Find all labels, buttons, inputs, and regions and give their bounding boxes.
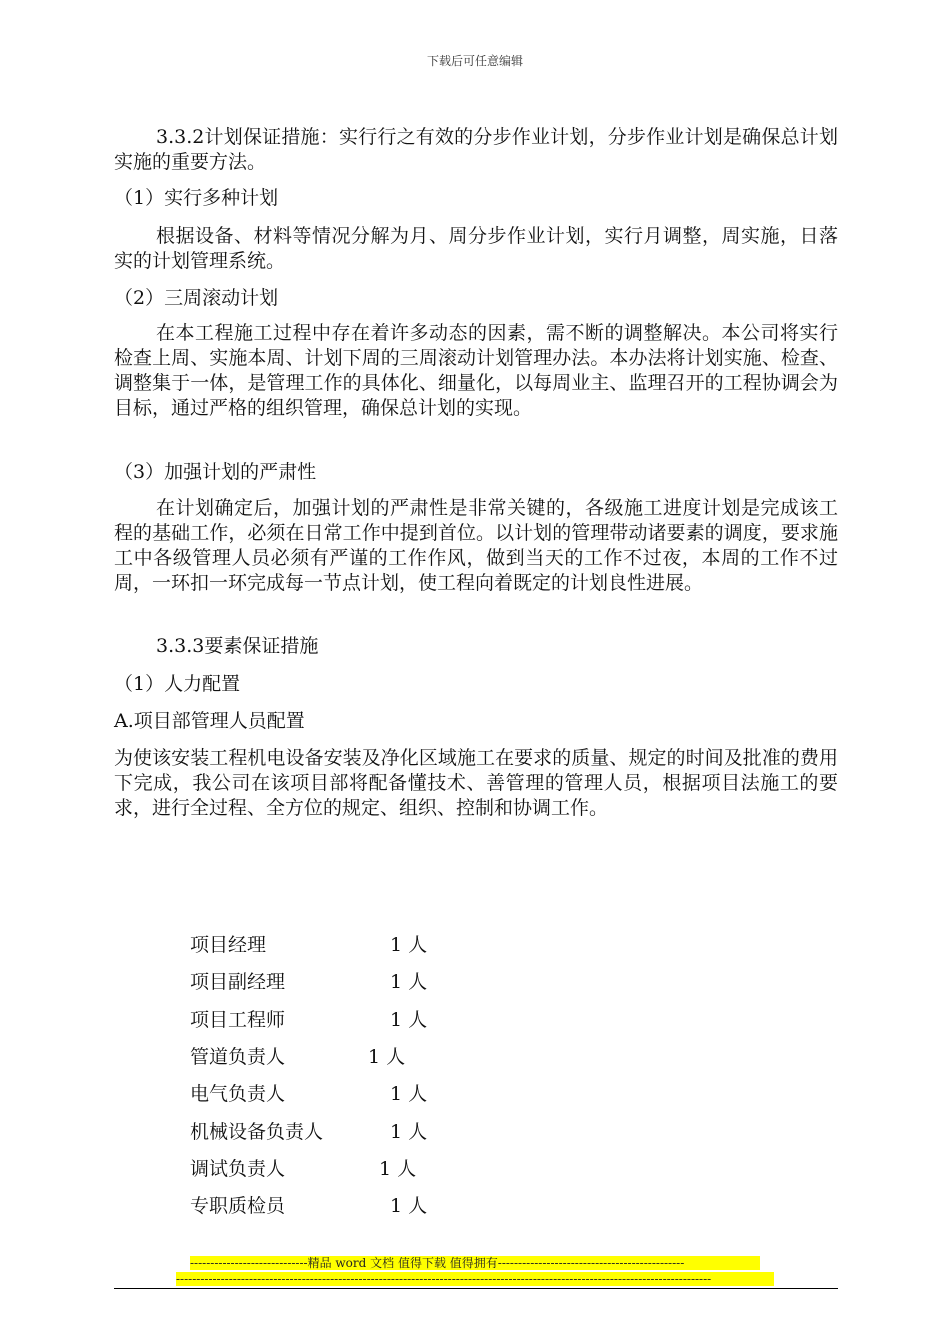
staff-count: 1 人 bbox=[379, 1158, 417, 1180]
staff-count: 1 人 bbox=[390, 1121, 428, 1143]
heading-multiple-plans: （1）实行多种计划 bbox=[114, 187, 279, 209]
staff-count: 1 人 bbox=[390, 1195, 428, 1217]
heading-plan-seriousness: （3）加强计划的严肃性 bbox=[114, 461, 317, 483]
paragraph-three-week-rolling-plan: 在本工程施工过程中存在着许多动态的因素，需不断的调整解决。本公司将实行检查上周、实施本周、计划下周的三周滚动计划管理办法。本办法将计划实施、检查、调整集于一体，是管理工作的具体化、细量化，以每周业主、监理召开的工程协调会为目标，通过严格的组织管理，确保总计划的实现。 bbox=[114, 322, 838, 419]
heading-project-management-staff: A.项目部管理人员配置 bbox=[114, 710, 305, 732]
staff-role: 机械设备负责人 bbox=[190, 1121, 324, 1143]
staff-role: 项目副经理 bbox=[190, 971, 286, 993]
heading-three-week-rolling-plan: （2）三周滚动计划 bbox=[114, 287, 279, 309]
paragraph-project-management-staff: 为使该安装工程机电设备安装及净化区域施工在要求的质量、规定的时间及批准的费用下完成，我公司在该项目部将配备懂技术、善管理的管理人员，根据项目法施工的要求，进行全过程、全方位的规定、组织、控制和协调工作。 bbox=[114, 747, 838, 819]
staff-count: 1 人 bbox=[390, 934, 428, 956]
staff-role: 电气负责人 bbox=[190, 1083, 286, 1105]
page-header: 下载后可任意编辑 bbox=[426, 54, 523, 68]
staff-count: 1 人 bbox=[390, 1083, 428, 1105]
paragraph-3-3-2: 3.3.2计划保证措施：实行行之有效的分步作业计划，分步作业计划是确保总计划实施的重要方法。 bbox=[114, 126, 838, 173]
staff-count: 1 人 bbox=[390, 971, 428, 993]
staff-role: 专职质检员 bbox=[190, 1195, 286, 1217]
paragraph-multiple-plans: 根据设备、材料等情况分解为月、周分步作业计划，实行月调整，周实施，日落实的计划管理系统。 bbox=[114, 225, 838, 272]
footer-rule bbox=[114, 1288, 838, 1289]
staff-role: 调试负责人 bbox=[190, 1158, 286, 1180]
heading-staffing: （1）人力配置 bbox=[114, 673, 241, 695]
staff-role: 管道负责人 bbox=[190, 1046, 286, 1068]
staff-role: 项目工程师 bbox=[190, 1009, 286, 1031]
heading-3-3-3: 3.3.3要素保证措施 bbox=[156, 635, 319, 657]
footer-banner-line-2: ------------------------------------------------------------------------------------------------------------------------------------ bbox=[176, 1272, 774, 1286]
staff-count: 1 人 bbox=[368, 1046, 406, 1068]
staff-count: 1 人 bbox=[390, 1009, 428, 1031]
footer-banner-line-1: -----------------------------精品 word 文档 值得下载 值得拥有---------------------------------------------- bbox=[190, 1256, 760, 1270]
paragraph-plan-seriousness: 在计划确定后，加强计划的严肃性是非常关键的，各级施工进度计划是完成该工程的基础工作，必须在日常工作中提到首位。以计划的管理带动诸要素的调度，要求施工中各级管理人员必须有严谨的工作作风，做到当天的工作不过夜，本周的工作不过周，一环扣一环完成每一节点计划，使工程向着既定的计划良性进展。 bbox=[114, 497, 838, 594]
staff-role: 项目经理 bbox=[190, 934, 267, 956]
